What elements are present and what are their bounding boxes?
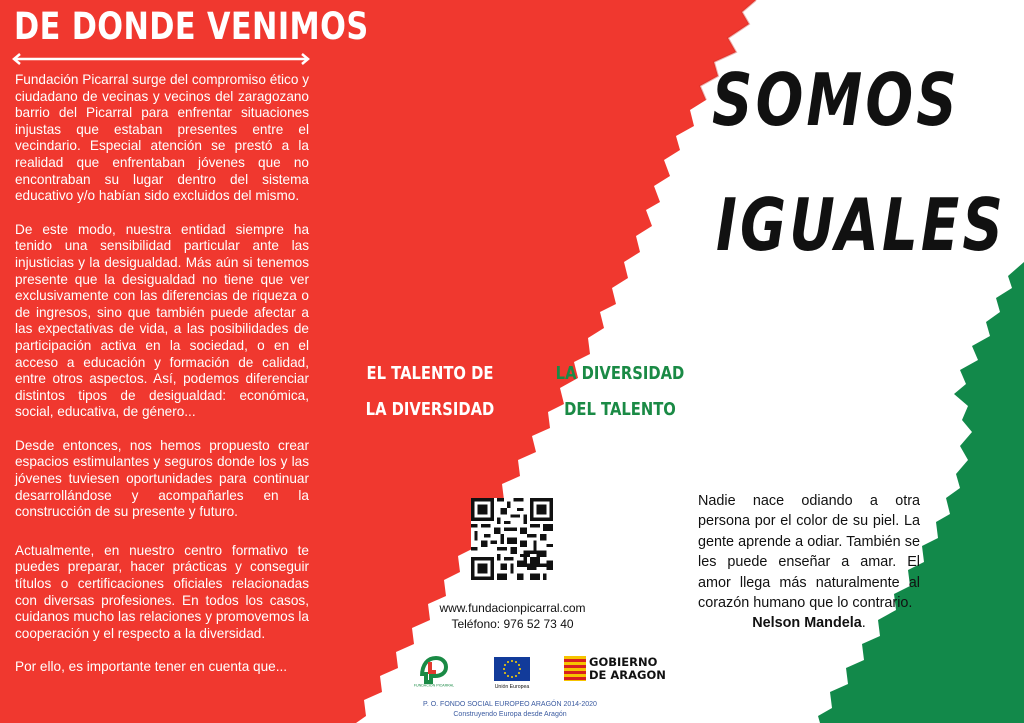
tagline-left-line2: LA DIVERSIDAD: [365, 399, 495, 420]
contact-info: [420, 600, 605, 632]
tagline-left: [364, 356, 495, 428]
eu-label: Unión Europea: [494, 684, 530, 690]
footer-line1: P. O. FONDO SOCIAL EUROPEO ARAGÓN 2014-2020: [423, 701, 597, 708]
paragraph: Desde entonces, nos hemos propuesto crear espacios estimulantes y seguros donde los y las jóvenes tuviesen oportunidades para continuar desarrollándose y acompañarles en la construcción de su presente y futuro.: [15, 437, 309, 520]
website-link[interactable]: www.fundacionpicarral.com: [439, 601, 586, 615]
quote-text: Nadie nace odiando a otra persona por el color de su piel. La gente aprende a odiar. También se les puede enseñar a amar. El amor llega más naturalmente al corazón humano que lo contrario.: [698, 493, 920, 612]
tagline-right: [554, 356, 685, 428]
cover-title-line2: IGUALES: [716, 183, 1006, 267]
paragraph: Por ello, es importante tener en cuenta que...: [15, 659, 288, 675]
tagline-right-line2: DEL TALENTO: [564, 399, 676, 420]
quote-author: Nelson Mandela: [752, 615, 862, 632]
quote-author-suffix: .: [861, 615, 866, 632]
footer: [400, 700, 620, 720]
aragon-flag-icon: [564, 656, 586, 681]
phone-number: Teléfono: 976 52 73 40: [451, 617, 574, 631]
cover-title-line1: SOMOS: [712, 58, 960, 142]
history-text: [15, 72, 309, 693]
section-title: DE DONDE VENIMOS: [14, 5, 369, 48]
paragraph: Fundación Picarral surge del compromiso ético y ciudadano de vecinas y vecinos del zaragozano barrio del Picarral para enfrentar situaciones injustas que estaban presentes entre el vecindario. Especial atención se prestó a la realidad que enfrentaban jóvenes que no encontraban su lugar dentro del sistema educativo y/o habían sido excluidos del mismo.: [15, 72, 309, 204]
gobierno-line2: DE ARAGON: [589, 667, 666, 682]
eu-flag-logo: [492, 656, 532, 690]
tagline-right-line1: LA DIVERSIDAD: [555, 363, 685, 384]
gobierno-aragon-logo: [564, 656, 672, 682]
fundacion-label: FUNDACIÓN PICARRAL: [413, 683, 455, 688]
footer-line2: Construyendo Europa desde Aragón: [453, 711, 567, 718]
mandela-quote: [698, 491, 920, 634]
double-arrow-icon: [10, 52, 312, 66]
tagline-left-line1: EL TALENTO DE: [366, 363, 494, 384]
fundacion-picarral-logo: [413, 654, 455, 688]
paragraph: Actualmente, en nuestro centro formativo te puedes preparar, hacer prácticas y conseguir títulos o certificaciones oficiales relacionadas con diversas profesiones. En todos los casos, cuidanos mucho las relaciones y promovemos la cooperación y el respecto a la diversidad.: [15, 542, 309, 641]
quote-author-line: [698, 613, 920, 633]
paragraph: De este modo, nuestra entidad siempre ha tenido una sensibilidad particular ante las injusticias y la desigualdad. Más aún si tenemos presente que la desigualdad no tiene que ver exclusivamente con las diferencias de riqueza o de ingresos, sino que también puede afectar a las expectativas de vida, a las posibilidades de participación activa en la sociedad, o en el acceso a educación y formación de calidad, entre otros aspectos. Así, podemos diferenciar distintos tipos de desigualdad: económica, social, educativa, de género...: [15, 221, 309, 420]
gobierno-line1: GOBIERNO: [589, 655, 658, 669]
qr-code-icon[interactable]: [471, 498, 553, 580]
gobierno-label: [589, 656, 666, 681]
